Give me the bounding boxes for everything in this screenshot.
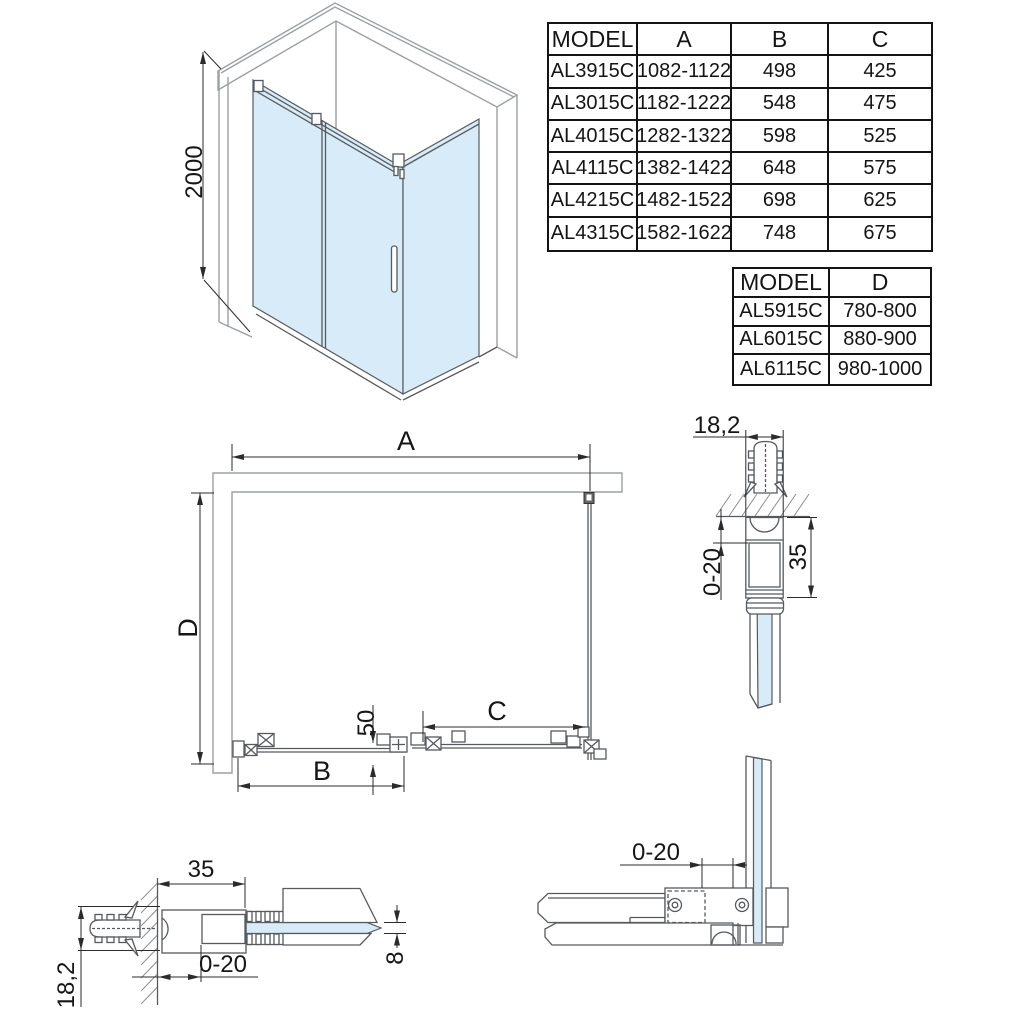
track-hardware (233, 727, 606, 759)
wall-hatching (716, 494, 809, 516)
table-cell: 425 (829, 56, 931, 88)
table-cell: 748 (732, 218, 829, 250)
detail-wall-profile-top (693, 412, 817, 708)
table-cell: 498 (732, 56, 829, 88)
profile-thickness-label: 18,2 (53, 961, 80, 1009)
dimension-8 (382, 905, 409, 965)
table-cell: 980-1000 (837, 358, 923, 381)
table-cell: 780-800 (830, 298, 930, 327)
table-header-cell: MODEL (549, 24, 638, 56)
isometric-view (181, 3, 517, 400)
plan-view (173, 426, 622, 795)
dimension-0-20-rail (620, 839, 747, 888)
table-cell: 675 (863, 222, 897, 245)
table-cell: AL4115C (549, 153, 638, 185)
table-cell: 1082-1122 (638, 56, 732, 88)
table-cell: AL6115C (734, 355, 830, 384)
size-table (547, 22, 933, 252)
table-cell: 525 (829, 121, 931, 153)
table-cell: AL3915C (549, 56, 638, 88)
profile-height-label: 35 (785, 543, 812, 571)
table-header-cell: C (829, 24, 931, 56)
screw (736, 899, 749, 912)
table-header-cell: D (830, 269, 930, 298)
dimension-b (238, 756, 404, 792)
glass-section (246, 923, 381, 934)
table-cell: 598 (732, 121, 829, 153)
table-cell: 1282-1322 (638, 121, 732, 153)
plan-width-label: A (396, 426, 416, 456)
table-cell: 548 (732, 89, 829, 121)
table-cell: AL4215C (549, 185, 638, 217)
dimension-0-20-top (699, 509, 748, 600)
table-cell: AL4015C (549, 121, 638, 153)
dimension-35-top (785, 518, 817, 598)
table-header-cell: B (732, 24, 829, 56)
table-header-cell: A (638, 24, 732, 56)
glass-section (754, 758, 763, 944)
table-cell: 1382-1422 (638, 153, 732, 185)
glass-thickness-label: 8 (382, 951, 409, 965)
plan-walls (213, 473, 622, 773)
rail-bracket (312, 114, 321, 125)
plan-depth-label: D (173, 618, 203, 638)
plan-fixed-width-label: B (312, 756, 332, 786)
table-cell: 880-900 (830, 327, 930, 356)
table-cell: AL6015C (734, 327, 830, 356)
wall-anchor (744, 442, 787, 498)
glass-holder (766, 888, 788, 927)
table-cell: 698 (732, 185, 829, 217)
table-cell: 1582-1622 (638, 218, 732, 250)
rail-bracket (254, 81, 263, 92)
profile-adjust-label: 0-20 (699, 547, 726, 597)
wall-anchor (90, 901, 156, 956)
table-cell: 575 (829, 153, 931, 185)
wall-hatching (141, 883, 158, 1004)
table-cell: 648 (732, 153, 829, 185)
table-cell: AL4315C (549, 218, 638, 250)
iso-height-label: 2000 (181, 145, 208, 199)
detail-wall-profile-bottom (53, 856, 409, 1008)
detail-bottom-rail (538, 756, 788, 945)
table-cell: 475 (829, 89, 931, 121)
table-header-cell: MODEL (734, 269, 830, 298)
rail-adjust-label: 0-20 (631, 839, 681, 866)
rail-lower (545, 923, 733, 945)
dimension-d (173, 493, 214, 764)
table-cell: 1182-1222 (638, 89, 732, 121)
dimension-2000 (181, 51, 250, 332)
table-cell: 625 (829, 185, 931, 217)
profile-depth-label: 35 (187, 856, 215, 883)
profile-adjust-label: 0-20 (198, 951, 248, 978)
plan-overlap-label: 50 (353, 709, 380, 737)
rail-corner-piece (393, 154, 404, 167)
panel-holder-lower (283, 934, 371, 946)
screw (669, 899, 682, 912)
front-glass-panel (253, 80, 403, 394)
depth-table (732, 267, 932, 386)
table-cell: AL3015C (549, 89, 638, 121)
table-cell: AL5915C (734, 298, 830, 327)
table-cell: 1482-1522 (638, 185, 732, 217)
profile-width-label: 18,2 (693, 412, 741, 439)
dimension-35-bottom (158, 856, 246, 908)
dimension-50 (353, 705, 380, 795)
plan-door-width-label: C (487, 696, 507, 726)
panel-holder-upper (283, 889, 377, 923)
door-handle (392, 246, 398, 292)
